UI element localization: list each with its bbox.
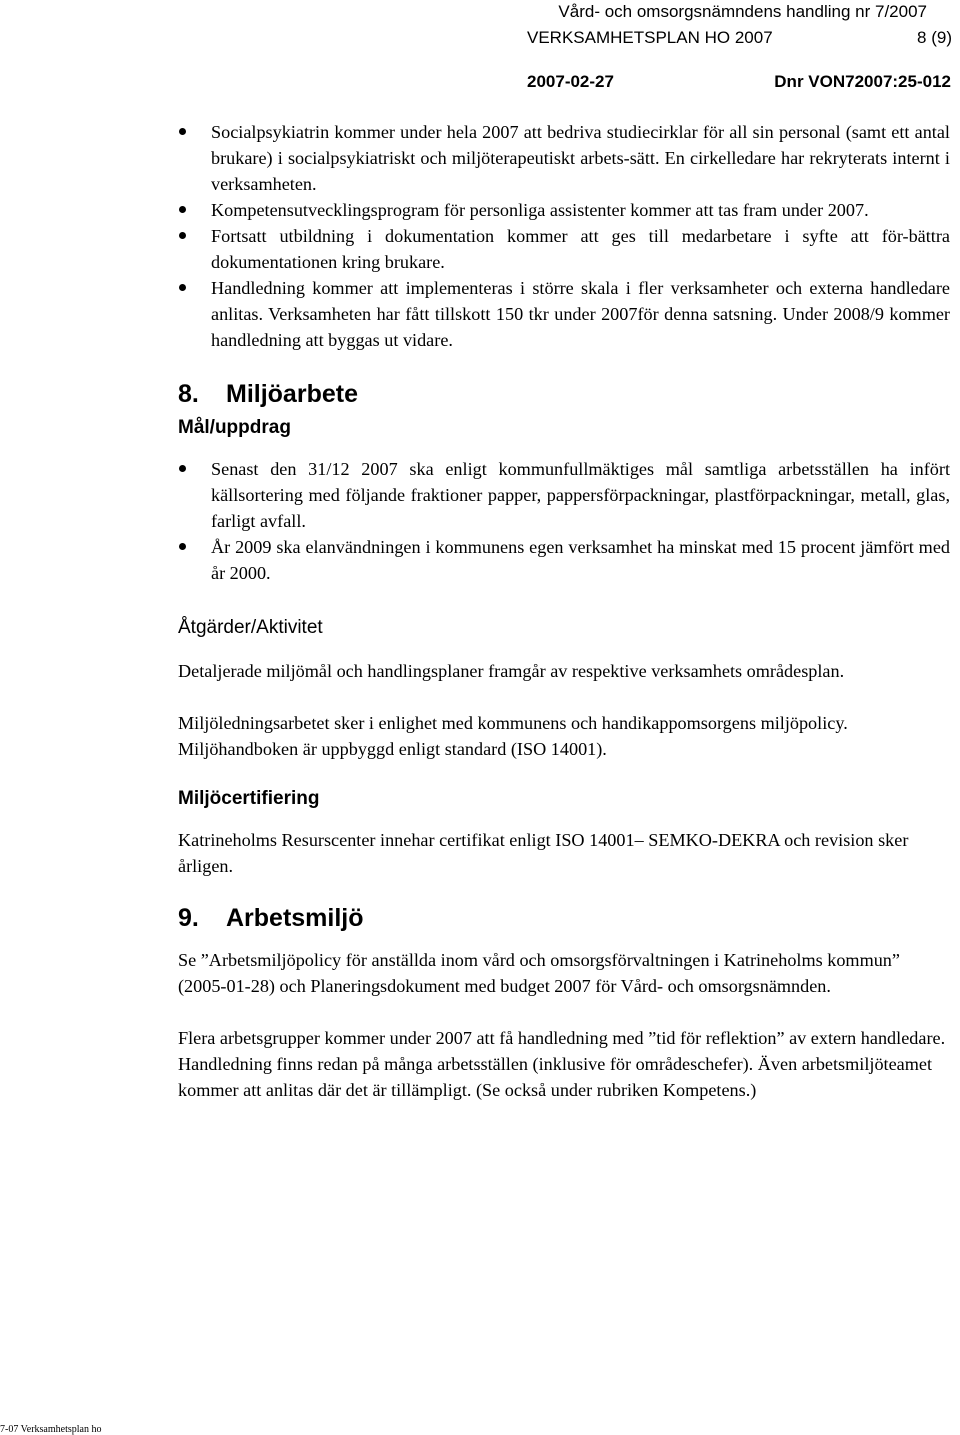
bullet-icon	[179, 206, 186, 213]
list-item	[178, 119, 950, 197]
actions-heading: Åtgärder/Aktivitet	[178, 617, 323, 638]
section-9-title: Arbetsmiljö	[226, 904, 364, 932]
section-9-number: 9.	[178, 904, 199, 932]
list-item	[178, 275, 950, 353]
bullet-icon	[179, 465, 186, 472]
list-item	[178, 456, 950, 534]
section-8-title: Miljöarbete	[226, 380, 358, 408]
competence-bullet-list	[178, 119, 950, 353]
header-plan-title: VERKSAMHETSPLAN HO 2007	[527, 28, 773, 47]
list-item-text: År 2009 ska elanvändningen i kommunens egen verksamhet ha minskat med 15 procent jämfört med år 2000.	[211, 537, 950, 583]
section-8-heading	[178, 379, 950, 409]
goal-heading: Mål/uppdrag	[178, 417, 291, 438]
list-item-text: Handledning kommer att implementeras i större skala i fler verksamheter och externa handledare anlitas. Verksamheten har fått tillskott 150 tkr under 2007för denna satsning. Under 2008/9 kommer handledning att byggas ut vidare.	[211, 278, 950, 350]
footer-filename: 7-07 Verksamhetsplan ho	[0, 1424, 102, 1435]
action-paragraph-1: Detaljerade miljömål och handlingsplaner framgår av respektive verksamhets områdesplan.	[178, 661, 845, 681]
list-item-text: Kompetensutvecklingsprogram för personliga assistenter kommer att tas fram under 2007.	[211, 200, 869, 220]
list-item-text: Fortsatt utbildning i dokumentation kommer att ges till medarbetare i syfte att för-bättra dokumentationen kring brukare.	[211, 226, 950, 272]
work-environment-paragraph-2: Flera arbetsgrupper kommer under 2007 att få handledning med ”tid för reflektion” av extern handledare. Handledning finns redan på många arbetsställen (inklusive för områdeschefer). Även arbetsmiljöteamet kommer att anlitas där det är tillämpligt. (Se också under rubriken Kompetens.)	[178, 1028, 946, 1100]
action-paragraph-2: Miljöledningsarbetet sker i enlighet med kommunens och handikappomsorgens miljöpolicy. Miljöhandboken är uppbyggd enligt standard (ISO 14001).	[178, 713, 848, 759]
certification-heading: Miljöcertifiering	[178, 788, 320, 809]
section-8-number: 8.	[178, 380, 199, 408]
bullet-icon	[179, 543, 186, 550]
header-dnr: Dnr VON72007:25-012	[774, 72, 951, 91]
goal-bullet-list	[178, 456, 950, 586]
section-9-heading	[178, 903, 950, 933]
bullet-icon	[179, 284, 186, 291]
certification-paragraph: Katrineholms Resurscenter innehar certifikat enligt ISO 14001– SEMKO-DEKRA och revision sker årligen.	[178, 830, 909, 876]
document-body	[178, 119, 950, 1103]
bullet-icon	[179, 128, 186, 135]
list-item-text: Socialpsykiatrin kommer under hela 2007 att bedriva studiecirklar för all sin personal (samt ett antal brukare) i socialpsykiatriskt och miljöterapeutiskt arbets-sätt. En cirkelledare har rekryterats internt i verksamheten.	[211, 122, 950, 194]
list-item	[178, 534, 950, 586]
list-item	[178, 223, 950, 275]
list-item-text: Senast den 31/12 2007 ska enligt kommunfullmäktiges mål samtliga arbetsställen ha infört källsortering med följande fraktioner papper, pappersförpackningar, plastförpackningar, metall, glas, farligt avfall.	[211, 459, 950, 531]
list-item	[178, 197, 950, 223]
work-environment-paragraph-1: Se ”Arbetsmiljöpolicy för anställda inom vård och omsorgsförvaltningen i Katrineholms kommun” (2005-01-28) och Planeringsdokument med budget 2007 för Vård- och omsorgsnämnden.	[178, 950, 900, 996]
header-date: 2007-02-27	[527, 72, 614, 91]
bullet-icon	[179, 232, 186, 239]
header-page-number: 8 (9)	[917, 28, 952, 47]
header-handling-title: Vård- och omsorgsnämndens handling nr 7/2007	[558, 2, 927, 21]
